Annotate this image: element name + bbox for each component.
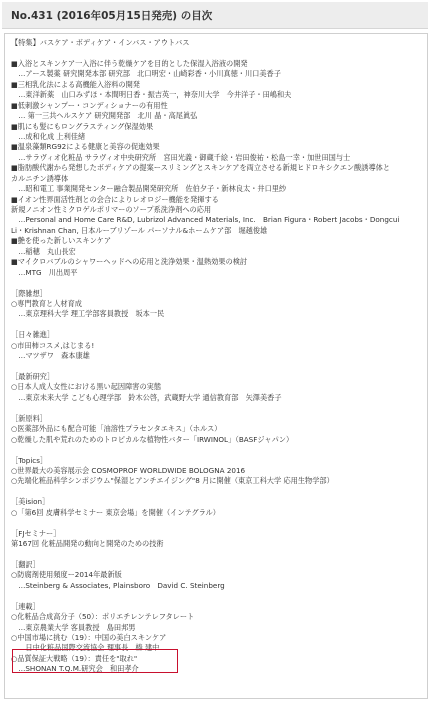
section-gap [11,403,423,413]
section-gap [11,445,423,455]
toc-line: …東京理科大学 理工学部客員教授 坂本一民 [11,309,165,319]
toc-line: …SHONAN T.Q.M.研究会 和田孝介 [11,664,139,674]
toc-line: ■肌にも髪にもロングラスティング保湿効果 [11,121,154,131]
toc-line: ［翻訳］ [11,559,40,569]
highlight-box [12,649,178,673]
toc-line: ［新原料］ [11,413,47,423]
toc-line: カルニチン誘導体 [11,173,69,183]
table-of-contents [11,38,423,675]
toc-line: 第167回 化粧品開発の動向と開発のための技術 [11,539,164,548]
toc-line: ［FJセミナー］ [11,528,61,538]
toc-line: ○先端化粧品科学シンポジウム"保湿とアンチエイジング"8 月に開催（東京工科大学 応用生物学部） [11,476,334,486]
toc-line: ■艶を使った新しいスキンケア [11,236,112,246]
toc-line: ■三相乳化法による高機能入浴料の開発 [11,79,140,89]
toc-line: ○日本人成人女性における黒い起因障害の実態 [11,382,162,392]
toc-line: ○防腐剤使用頻度ー2014年最新版 [11,570,122,580]
toc-line: ■脂肪酸代謝から発想したボディケアの提案ースリミングとスキンケアを両立させる新規ヒドロキシクエン酸誘導体と [11,163,391,173]
section-gap [11,320,423,330]
page-header [2,2,428,29]
toc-line: …成和化成 上利佳緒 [11,131,86,141]
toc-line: ［際雑想］ [11,288,47,298]
toc-line: ■イオン性界面活性剤との会合によりレオロジー機能を発揮する [11,194,219,204]
toc-line: Li・Krishnan Chan, 日本ルーブリゾール パーソナル&ホームケア部 堀越俊雄 [11,225,268,235]
section-gap [11,518,423,528]
section-gap [11,591,423,601]
toc-line: …稲穂 丸山長宏 [11,246,76,256]
toc-line: 新規ノニオン性ミクロゲルポリマーのソープ系洗浄剤への応用 [11,205,212,214]
toc-line: …アース製薬 研究開発本部 研究部 北口明宏・山崎彩香・小川真徳・川口美香子 [11,69,281,79]
toc-line: …昭和電工 事業開発センター融合製品開発研究所 佐伯夕子・新林良太・井口里紗 [11,184,287,194]
section-gap [11,487,423,497]
section-gap [11,362,423,372]
toc-line: ■低刺激シャンプー・コンディショナーの有用性 [11,100,168,110]
toc-line: ○化粧品合成高分子（50）：ポリエチレンテレフタレート [11,612,195,622]
toc-line: ○市田柿コスメ,はじまる! [11,340,95,350]
toc-line: …東京農業大学 客員教授 島田邦男 [11,622,136,632]
toc-line: ［日々雑進］ [11,330,55,340]
toc-line: ○医薬部外品にも配合可能「油溶性プラセンタエキス」（ホルス） [11,424,222,434]
toc-line: …サラヴィオ化粧品 サラヴィオ中央研究所 宮田光義・御蔵千絵・岩田俊祐・松島一幸・加世田国与士 [11,152,351,162]
toc-line: ○専門教育と人材育成 [11,298,82,308]
toc-line: …日中化粧品国際交流協会 理事長 榛 建中 [11,643,160,653]
toc-line: …マツザワ 森本康雄 [11,351,90,361]
toc-line: ○世界最大の美容展示会 COSMOPROF WORLDWIDE BOLOGNA 2016 [11,465,246,475]
toc-line: ○品質保証大戦略（19）：責任を"取れ" [11,653,138,663]
toc-line: ［連載］ [11,601,40,611]
page-title: No.431 (2016年05月15日発売) の目次 [11,10,213,22]
toc-line: ■温泉藻類RG92による健康と美容の促進効果 [11,142,160,152]
section-gap [11,278,423,288]
toc-line: ［美ision］ [11,497,50,507]
toc-line: ○乾燥した肌や荒れのためのトロピカルな植物性バター「IRWINOL」（BASFジャパン） [11,434,294,444]
toc-line: 【特集】バスケア・ボディケア・インバス・アウトバス [11,38,190,47]
toc-line: …東京未来大学 こども心理学部 鈴木公啓，武蔵野大学 通信教育部 矢澤美香子 [11,392,282,402]
toc-line: ■入浴とスキンケア一入浴に伴う乾燥ケアを目的とした保湿入浴液の開発 [11,58,248,68]
toc-line: …Personal and Home Care R&D, Lubrizol Advanced Materials, Inc. Brian Figura・Robert Jacobs・Dongcui [11,215,400,225]
toc-line: … 第一三共ヘルスケア 研究開発部 北川 晶・高尾眞弘 [11,111,198,121]
toc-line: ［最新研究］ [11,372,55,381]
toc-line: …MTG 川出周平 [11,267,78,277]
toc-line: ［Topics］ [11,455,48,465]
toc-line: …東洋新薬 山口みずほ・本間明日香・振吉英一，神奈川大学 今井洋子・田嶋和夫 [11,90,292,100]
toc-line: ○中国市場に挑む（19）：中国の美白スキンケア [11,632,167,642]
toc-line [11,48,423,58]
toc-line: ○「第6回 皮膚科学セミナー 東京会場」を開催（インテグラル） [11,507,220,517]
section-gap [11,549,423,559]
toc-line: …Steinberg & Associates, Plainsboro David C. Steinberg [11,580,225,590]
toc-line: ■マイクロバブルのシャワーヘッドへの応用と洗浄効果・温熱効果の検討 [11,257,248,267]
